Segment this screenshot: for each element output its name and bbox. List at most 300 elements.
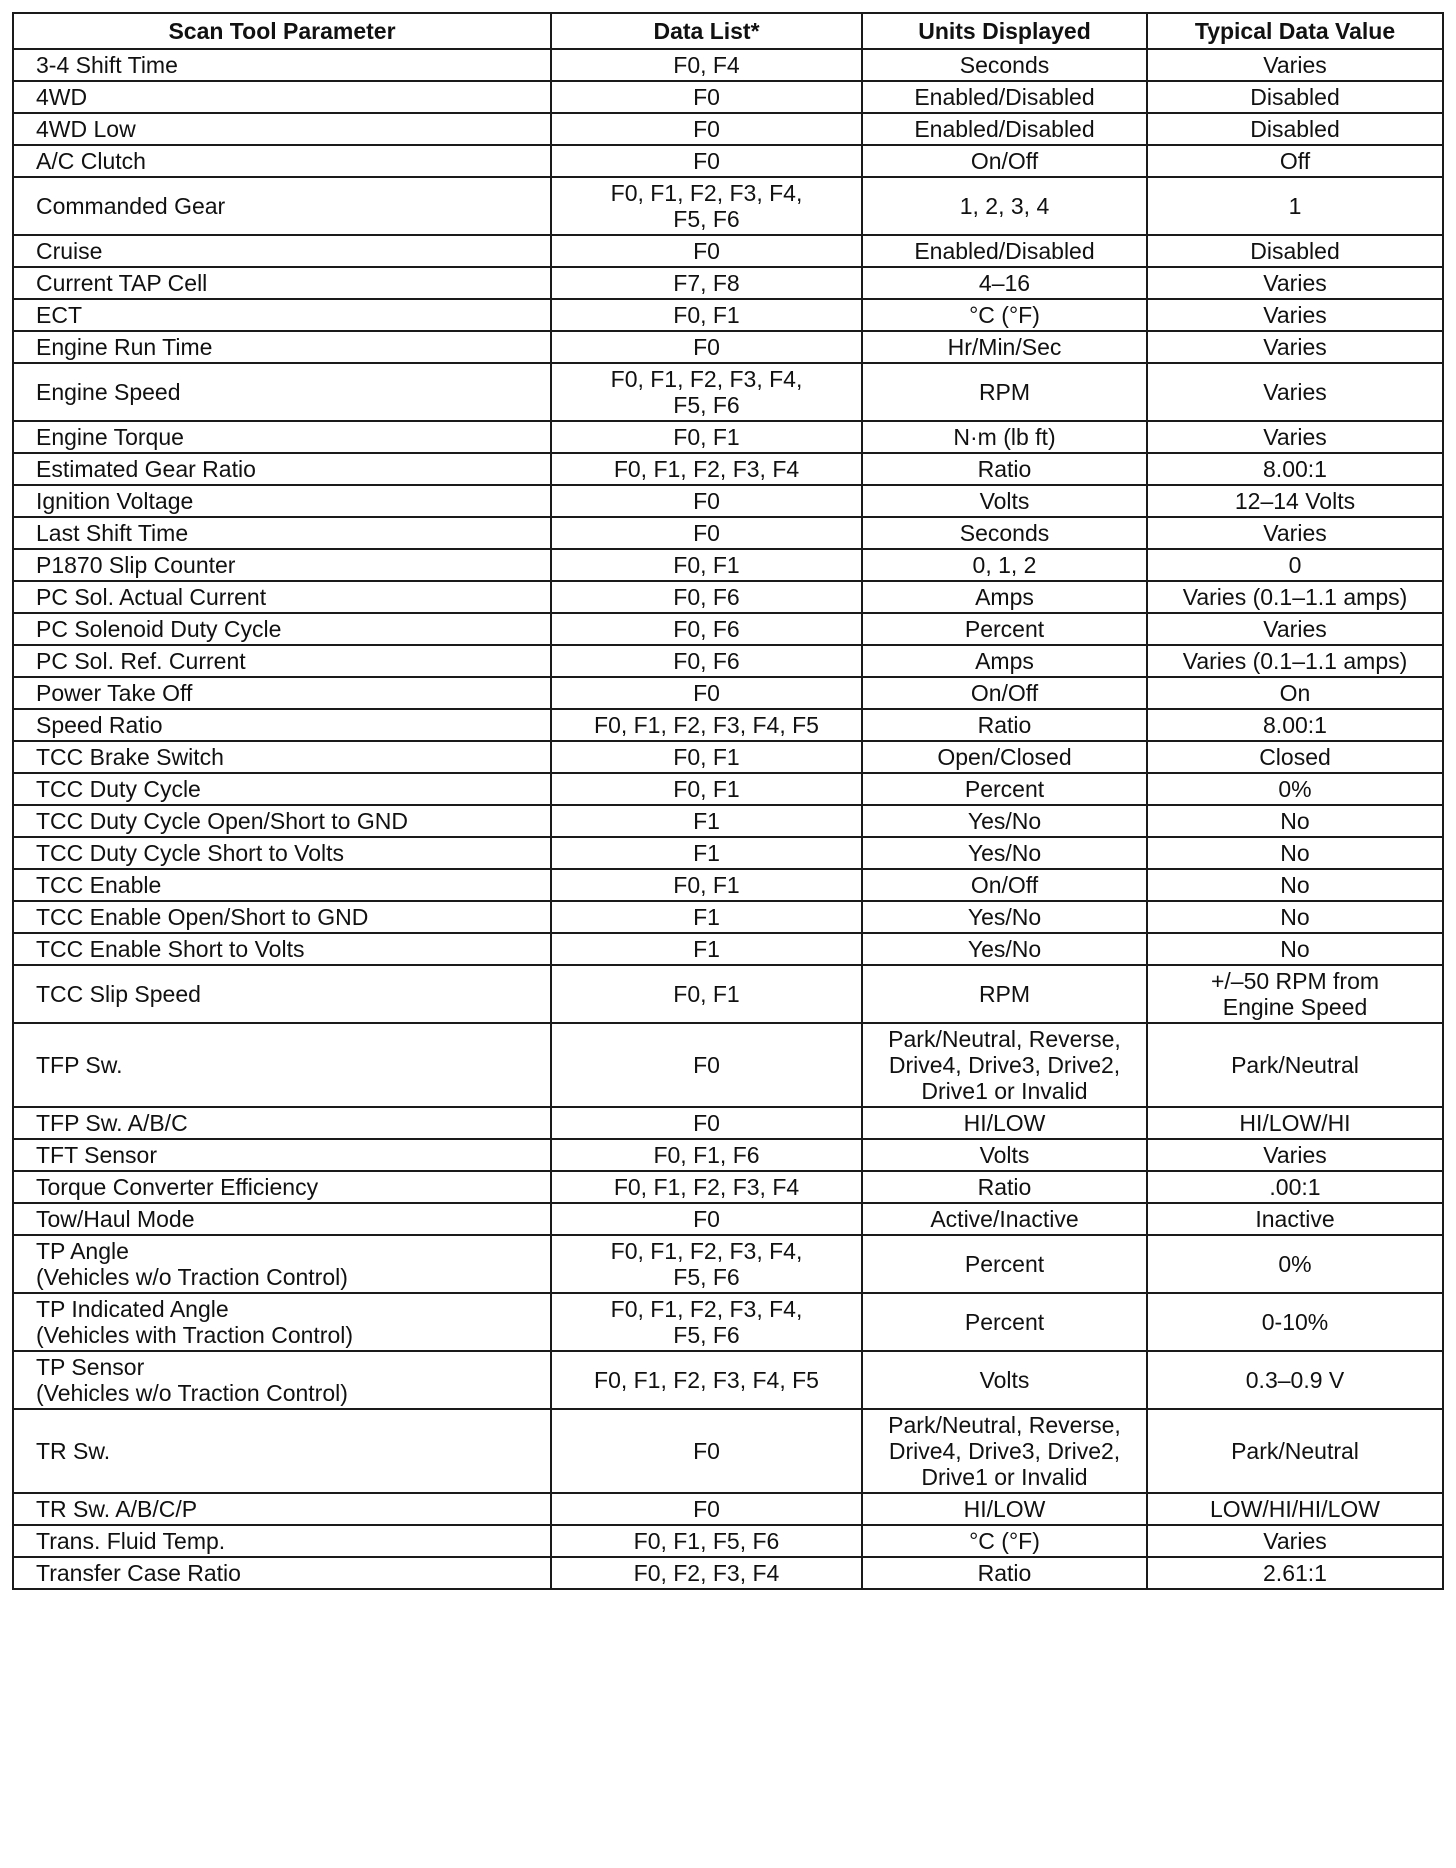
cell-data-list-text: F0, F1, F5, F6 xyxy=(633,1528,780,1554)
cell-parameter-text: P1870 Slip Counter xyxy=(36,552,236,578)
cell-parameter xyxy=(13,741,551,773)
cell-units-text: Seconds xyxy=(959,520,1050,546)
cell-parameter xyxy=(13,1139,551,1171)
cell-data-list-text: F0 xyxy=(693,84,720,110)
cell-parameter-text: TCC Brake Switch xyxy=(36,744,224,770)
cell-units-text: Percent xyxy=(964,1251,1045,1277)
cell-parameter-text: Last Shift Time xyxy=(36,520,189,546)
cell-parameter xyxy=(13,1351,551,1409)
cell-data-list-text: F1 xyxy=(693,808,720,834)
table-row xyxy=(13,299,1443,331)
cell-typical-value-text: LOW/HI/HI/LOW xyxy=(1210,1496,1380,1522)
cell-units-text: Yes/No xyxy=(967,808,1042,834)
table-row xyxy=(13,1139,1443,1171)
cell-typical-value xyxy=(1147,677,1443,709)
cell-data-list-text: F0 xyxy=(693,1052,720,1078)
cell-data-list-text: F0, F1 xyxy=(673,872,740,898)
cell-units xyxy=(862,177,1147,235)
table-row xyxy=(13,485,1443,517)
cell-parameter xyxy=(13,805,551,837)
cell-units xyxy=(862,299,1147,331)
cell-data-list-text: F0, F6 xyxy=(673,584,740,610)
cell-typical-value xyxy=(1147,773,1443,805)
cell-parameter xyxy=(13,1107,551,1139)
cell-parameter-text: TR Sw. xyxy=(36,1438,111,1464)
cell-units xyxy=(862,773,1147,805)
cell-units-text: N·m (lb ft) xyxy=(953,424,1056,450)
cell-units-text: Enabled/Disabled xyxy=(914,116,1095,142)
cell-typical-value xyxy=(1147,869,1443,901)
cell-units xyxy=(862,677,1147,709)
cell-data-list xyxy=(551,645,862,677)
cell-typical-value-text: 0-10% xyxy=(1261,1309,1329,1335)
table-row xyxy=(13,1235,1443,1293)
cell-data-list-text: F0, F2, F3, F4 xyxy=(633,1560,780,1586)
cell-units-text: Volts xyxy=(979,1367,1030,1393)
cell-parameter xyxy=(13,933,551,965)
table-row xyxy=(13,1409,1443,1493)
cell-typical-value xyxy=(1147,1107,1443,1139)
cell-units-text: Percent xyxy=(964,616,1045,642)
cell-units-text: Ratio xyxy=(977,1174,1032,1200)
cell-units xyxy=(862,81,1147,113)
cell-typical-value xyxy=(1147,965,1443,1023)
cell-parameter xyxy=(13,677,551,709)
table-row xyxy=(13,331,1443,363)
cell-typical-value xyxy=(1147,933,1443,965)
table-row xyxy=(13,81,1443,113)
cell-data-list xyxy=(551,805,862,837)
cell-typical-value-text: Varies (0.1–1.1 amps) xyxy=(1182,584,1408,610)
cell-data-list xyxy=(551,1351,862,1409)
cell-data-list xyxy=(551,549,862,581)
table-row xyxy=(13,49,1443,81)
cell-data-list-text: F0, F1, F2, F3, F4, F5 xyxy=(594,712,819,738)
table-header-row xyxy=(13,13,1443,49)
cell-units xyxy=(862,1525,1147,1557)
cell-units xyxy=(862,235,1147,267)
cell-data-list-text: F0, F1, F2, F3, F4, F5, F6 xyxy=(610,366,803,418)
cell-data-list xyxy=(551,49,862,81)
cell-typical-value xyxy=(1147,645,1443,677)
cell-units xyxy=(862,113,1147,145)
cell-parameter xyxy=(13,145,551,177)
cell-parameter-text: TCC Duty Cycle Open/Short to GND xyxy=(36,808,408,834)
cell-units-text: Park/Neutral, Reverse, Drive4, Drive3, Drive2, Drive1 or Invalid xyxy=(888,1412,1121,1490)
cell-data-list-text: F0, F6 xyxy=(673,616,740,642)
table-row xyxy=(13,145,1443,177)
cell-units-text: Park/Neutral, Reverse, Drive4, Drive3, Drive2, Drive1 or Invalid xyxy=(888,1026,1121,1104)
cell-parameter xyxy=(13,113,551,145)
cell-typical-value-text: Inactive xyxy=(1255,1206,1335,1232)
cell-parameter xyxy=(13,49,551,81)
cell-typical-value xyxy=(1147,709,1443,741)
cell-data-list-text: F0, F6 xyxy=(673,648,740,674)
cell-parameter xyxy=(13,1409,551,1493)
cell-units-text: Percent xyxy=(964,776,1045,802)
cell-data-list-text: F0, F1, F6 xyxy=(653,1142,760,1168)
cell-units xyxy=(862,709,1147,741)
cell-parameter-text: TR Sw. A/B/C/P xyxy=(36,1496,198,1522)
cell-data-list-text: F0, F1 xyxy=(673,744,740,770)
cell-units-text: HI/LOW xyxy=(963,1110,1046,1136)
table-row xyxy=(13,1525,1443,1557)
cell-typical-value xyxy=(1147,1525,1443,1557)
cell-parameter-text: TP Sensor (Vehicles w/o Traction Control) xyxy=(36,1354,348,1406)
cell-data-list xyxy=(551,1493,862,1525)
cell-units xyxy=(862,1557,1147,1589)
table-row xyxy=(13,933,1443,965)
cell-units xyxy=(862,1203,1147,1235)
cell-parameter-text: Engine Run Time xyxy=(36,334,213,360)
cell-data-list xyxy=(551,267,862,299)
cell-typical-value-text: HI/LOW/HI xyxy=(1239,1110,1351,1136)
cell-data-list xyxy=(551,613,862,645)
cell-units-text: 4–16 xyxy=(978,270,1031,296)
cell-typical-value xyxy=(1147,837,1443,869)
cell-typical-value-text: 8.00:1 xyxy=(1263,712,1327,738)
cell-data-list xyxy=(551,421,862,453)
cell-typical-value-text: 0 xyxy=(1288,552,1302,578)
cell-typical-value xyxy=(1147,517,1443,549)
cell-typical-value-text: 0% xyxy=(1278,776,1312,802)
cell-data-list-text: F0 xyxy=(693,238,720,264)
cell-units xyxy=(862,485,1147,517)
cell-data-list-text: F0, F1 xyxy=(673,552,740,578)
cell-typical-value-text: On xyxy=(1279,680,1311,706)
cell-units xyxy=(862,869,1147,901)
cell-units-text: Percent xyxy=(964,1309,1045,1335)
cell-data-list xyxy=(551,453,862,485)
cell-typical-value-text: 12–14 Volts xyxy=(1234,488,1356,514)
cell-data-list xyxy=(551,235,862,267)
cell-units-text: Enabled/Disabled xyxy=(914,238,1095,264)
cell-data-list xyxy=(551,1023,862,1107)
cell-parameter xyxy=(13,1557,551,1589)
cell-typical-value-text: 8.00:1 xyxy=(1263,456,1327,482)
cell-parameter-text: Speed Ratio xyxy=(36,712,163,738)
cell-parameter xyxy=(13,1023,551,1107)
cell-units xyxy=(862,1023,1147,1107)
cell-units xyxy=(862,741,1147,773)
cell-parameter-text: TCC Enable xyxy=(36,872,162,898)
cell-typical-value xyxy=(1147,1557,1443,1589)
cell-typical-value xyxy=(1147,1409,1443,1493)
table-row xyxy=(13,1023,1443,1107)
cell-parameter-text: TCC Enable Open/Short to GND xyxy=(36,904,369,930)
cell-parameter xyxy=(13,709,551,741)
table-row xyxy=(13,267,1443,299)
cell-typical-value-text: Park/Neutral xyxy=(1231,1052,1359,1078)
cell-typical-value-text: Park/Neutral xyxy=(1231,1438,1359,1464)
cell-data-list xyxy=(551,677,862,709)
table-row xyxy=(13,1203,1443,1235)
cell-units xyxy=(862,363,1147,421)
cell-parameter-text: TP Angle (Vehicles w/o Traction Control) xyxy=(36,1238,348,1290)
cell-units xyxy=(862,331,1147,363)
cell-units-text: On/Off xyxy=(970,148,1039,174)
cell-typical-value-text: Varies xyxy=(1263,52,1327,78)
cell-data-list-text: F0 xyxy=(693,334,720,360)
cell-data-list xyxy=(551,363,862,421)
cell-data-list xyxy=(551,1293,862,1351)
cell-data-list xyxy=(551,741,862,773)
cell-parameter-text: TCC Duty Cycle xyxy=(36,776,201,802)
cell-data-list xyxy=(551,709,862,741)
cell-units-text: Volts xyxy=(979,488,1030,514)
cell-parameter xyxy=(13,1293,551,1351)
cell-data-list-text: F1 xyxy=(693,840,720,866)
cell-units xyxy=(862,805,1147,837)
cell-typical-value xyxy=(1147,331,1443,363)
cell-typical-value xyxy=(1147,1293,1443,1351)
cell-parameter xyxy=(13,517,551,549)
cell-typical-value xyxy=(1147,581,1443,613)
cell-typical-value xyxy=(1147,1203,1443,1235)
cell-parameter xyxy=(13,901,551,933)
cell-parameter xyxy=(13,773,551,805)
table-row xyxy=(13,453,1443,485)
cell-units-text: Ratio xyxy=(977,712,1032,738)
cell-parameter xyxy=(13,81,551,113)
cell-parameter xyxy=(13,1525,551,1557)
cell-parameter-text: A/C Clutch xyxy=(36,148,146,174)
cell-data-list-text: F1 xyxy=(693,904,720,930)
cell-units-text: Yes/No xyxy=(967,904,1042,930)
cell-parameter-text: PC Sol. Ref. Current xyxy=(36,648,246,674)
cell-parameter-text: Engine Torque xyxy=(36,424,184,450)
cell-units xyxy=(862,1235,1147,1293)
cell-parameter-text: Cruise xyxy=(36,238,103,264)
cell-typical-value xyxy=(1147,485,1443,517)
cell-typical-value-text: Varies xyxy=(1263,302,1327,328)
scan-tool-data-table xyxy=(12,12,1444,1590)
table-row xyxy=(13,869,1443,901)
table-row xyxy=(13,1493,1443,1525)
cell-parameter xyxy=(13,331,551,363)
header-data-list: Data List* xyxy=(551,13,862,49)
cell-typical-value xyxy=(1147,177,1443,235)
cell-data-list xyxy=(551,581,862,613)
cell-units xyxy=(862,965,1147,1023)
table-row xyxy=(13,741,1443,773)
cell-typical-value xyxy=(1147,1351,1443,1409)
cell-typical-value xyxy=(1147,549,1443,581)
cell-data-list-text: F0, F1, F2, F3, F4, F5, F6 xyxy=(610,1296,803,1348)
cell-parameter-text: Torque Converter Efficiency xyxy=(36,1174,319,1200)
table-row xyxy=(13,421,1443,453)
cell-units-text: Yes/No xyxy=(967,936,1042,962)
cell-typical-value xyxy=(1147,1235,1443,1293)
cell-units-text: Ratio xyxy=(977,456,1032,482)
cell-units xyxy=(862,453,1147,485)
cell-typical-value-text: Varies (0.1–1.1 amps) xyxy=(1182,648,1408,674)
cell-data-list xyxy=(551,869,862,901)
cell-typical-value-text: Varies xyxy=(1263,379,1327,405)
table-body xyxy=(13,49,1443,1589)
cell-data-list xyxy=(551,81,862,113)
cell-parameter-text: TCC Enable Short to Volts xyxy=(36,936,305,962)
cell-typical-value xyxy=(1147,81,1443,113)
cell-units xyxy=(862,837,1147,869)
cell-parameter-text: 3-4 Shift Time xyxy=(36,52,178,78)
cell-typical-value-text: Varies xyxy=(1263,1142,1327,1168)
cell-data-list xyxy=(551,901,862,933)
cell-parameter-text: Estimated Gear Ratio xyxy=(36,456,256,482)
cell-parameter xyxy=(13,837,551,869)
cell-parameter xyxy=(13,421,551,453)
cell-units xyxy=(862,1293,1147,1351)
cell-parameter xyxy=(13,965,551,1023)
cell-parameter-text: PC Sol. Actual Current xyxy=(36,584,267,610)
cell-parameter-text: TFP Sw. xyxy=(36,1052,123,1078)
cell-data-list-text: F0, F1 xyxy=(673,424,740,450)
cell-data-list xyxy=(551,1409,862,1493)
table-row xyxy=(13,1171,1443,1203)
cell-parameter xyxy=(13,235,551,267)
cell-parameter-text: TP Indicated Angle (Vehicles with Traction Control) xyxy=(36,1296,354,1348)
cell-typical-value-text: Off xyxy=(1279,148,1311,174)
cell-data-list-text: F0 xyxy=(693,116,720,142)
cell-typical-value xyxy=(1147,1023,1443,1107)
cell-parameter-text: Ignition Voltage xyxy=(36,488,194,514)
cell-units-text: °C (°F) xyxy=(969,1528,1040,1554)
cell-data-list-text: F0, F1, F2, F3, F4, F5, F6 xyxy=(610,1238,803,1290)
cell-data-list-text: F0, F1 xyxy=(673,776,740,802)
cell-units-text: 0, 1, 2 xyxy=(972,552,1037,578)
cell-data-list-text: F0, F1 xyxy=(673,302,740,328)
cell-units-text: Enabled/Disabled xyxy=(914,84,1095,110)
cell-data-list-text: F0, F1, F2, F3, F4, F5 xyxy=(594,1367,819,1393)
cell-typical-value-text: Disabled xyxy=(1250,84,1340,110)
scan-tool-data-table-page xyxy=(12,12,1442,1590)
cell-typical-value-text: Varies xyxy=(1263,270,1327,296)
cell-parameter-text: Trans. Fluid Temp. xyxy=(36,1528,226,1554)
table-row xyxy=(13,1107,1443,1139)
cell-typical-value xyxy=(1147,1139,1443,1171)
cell-parameter xyxy=(13,485,551,517)
cell-units xyxy=(862,1409,1147,1493)
cell-data-list xyxy=(551,1171,862,1203)
cell-typical-value-text: Disabled xyxy=(1250,238,1340,264)
cell-units-text: RPM xyxy=(978,379,1031,405)
cell-parameter-text: Power Take Off xyxy=(36,680,193,706)
cell-typical-value-text: No xyxy=(1280,840,1310,866)
cell-data-list xyxy=(551,1139,862,1171)
cell-data-list xyxy=(551,299,862,331)
cell-parameter-text: Current TAP Cell xyxy=(36,270,208,296)
table-row xyxy=(13,1351,1443,1409)
header-units-displayed: Units Displayed xyxy=(862,13,1147,49)
cell-typical-value xyxy=(1147,613,1443,645)
cell-parameter-text: TCC Slip Speed xyxy=(36,981,201,1007)
cell-typical-value xyxy=(1147,1493,1443,1525)
cell-units xyxy=(862,1171,1147,1203)
header-typical-data-value: Typical Data Value xyxy=(1147,13,1443,49)
cell-typical-value-text: .00:1 xyxy=(1269,1174,1321,1200)
table-row xyxy=(13,581,1443,613)
cell-parameter xyxy=(13,613,551,645)
cell-data-list xyxy=(551,773,862,805)
cell-units-text: Active/Inactive xyxy=(930,1206,1079,1232)
cell-parameter xyxy=(13,1493,551,1525)
cell-typical-value xyxy=(1147,113,1443,145)
cell-typical-value-text: No xyxy=(1280,872,1310,898)
cell-parameter-text: Commanded Gear xyxy=(36,193,226,219)
cell-typical-value-text: Varies xyxy=(1263,1528,1327,1554)
cell-parameter-text: TFP Sw. A/B/C xyxy=(36,1110,188,1136)
cell-typical-value-text: No xyxy=(1280,808,1310,834)
cell-data-list xyxy=(551,1235,862,1293)
cell-units xyxy=(862,581,1147,613)
cell-typical-value-text: Varies xyxy=(1263,616,1327,642)
cell-data-list xyxy=(551,933,862,965)
cell-typical-value xyxy=(1147,49,1443,81)
cell-typical-value xyxy=(1147,235,1443,267)
cell-units-text: Volts xyxy=(979,1142,1030,1168)
cell-typical-value xyxy=(1147,901,1443,933)
cell-data-list-text: F0, F1, F2, F3, F4, F5, F6 xyxy=(610,180,803,232)
cell-data-list-text: F0 xyxy=(693,1206,720,1232)
table-row xyxy=(13,1293,1443,1351)
cell-typical-value-text: Disabled xyxy=(1250,116,1340,142)
cell-units-text: Open/Closed xyxy=(937,744,1072,770)
cell-units xyxy=(862,1107,1147,1139)
cell-data-list-text: F1 xyxy=(693,936,720,962)
cell-units xyxy=(862,549,1147,581)
cell-typical-value xyxy=(1147,741,1443,773)
cell-parameter xyxy=(13,645,551,677)
table-row xyxy=(13,1557,1443,1589)
table-row xyxy=(13,549,1443,581)
table-row xyxy=(13,901,1443,933)
cell-parameter xyxy=(13,869,551,901)
cell-units-text: Yes/No xyxy=(967,840,1042,866)
cell-units-text: RPM xyxy=(978,981,1031,1007)
cell-units-text: Amps xyxy=(975,648,1034,674)
cell-data-list-text: F0 xyxy=(693,680,720,706)
table-row xyxy=(13,235,1443,267)
table-row xyxy=(13,677,1443,709)
cell-typical-value-text: 0% xyxy=(1278,1251,1312,1277)
cell-data-list-text: F0 xyxy=(693,1496,720,1522)
cell-parameter-text: ECT xyxy=(36,302,82,328)
table-row xyxy=(13,363,1443,421)
cell-typical-value-text: Closed xyxy=(1259,744,1331,770)
cell-units xyxy=(862,1351,1147,1409)
cell-parameter-text: PC Solenoid Duty Cycle xyxy=(36,616,282,642)
table-row xyxy=(13,837,1443,869)
cell-data-list xyxy=(551,485,862,517)
cell-parameter xyxy=(13,363,551,421)
table-row xyxy=(13,517,1443,549)
cell-units-text: Amps xyxy=(975,584,1034,610)
cell-parameter xyxy=(13,177,551,235)
cell-typical-value-text: Varies xyxy=(1263,520,1327,546)
cell-parameter xyxy=(13,1171,551,1203)
cell-data-list xyxy=(551,331,862,363)
table-row xyxy=(13,113,1443,145)
cell-data-list-text: F0, F1, F2, F3, F4 xyxy=(613,456,800,482)
cell-data-list-text: F7, F8 xyxy=(673,270,740,296)
cell-typical-value-text: 0.3–0.9 V xyxy=(1245,1367,1345,1393)
cell-typical-value xyxy=(1147,805,1443,837)
cell-parameter-text: 4WD Low xyxy=(36,116,136,142)
cell-typical-value-text: Varies xyxy=(1263,424,1327,450)
cell-parameter xyxy=(13,267,551,299)
cell-parameter xyxy=(13,299,551,331)
cell-typical-value xyxy=(1147,453,1443,485)
